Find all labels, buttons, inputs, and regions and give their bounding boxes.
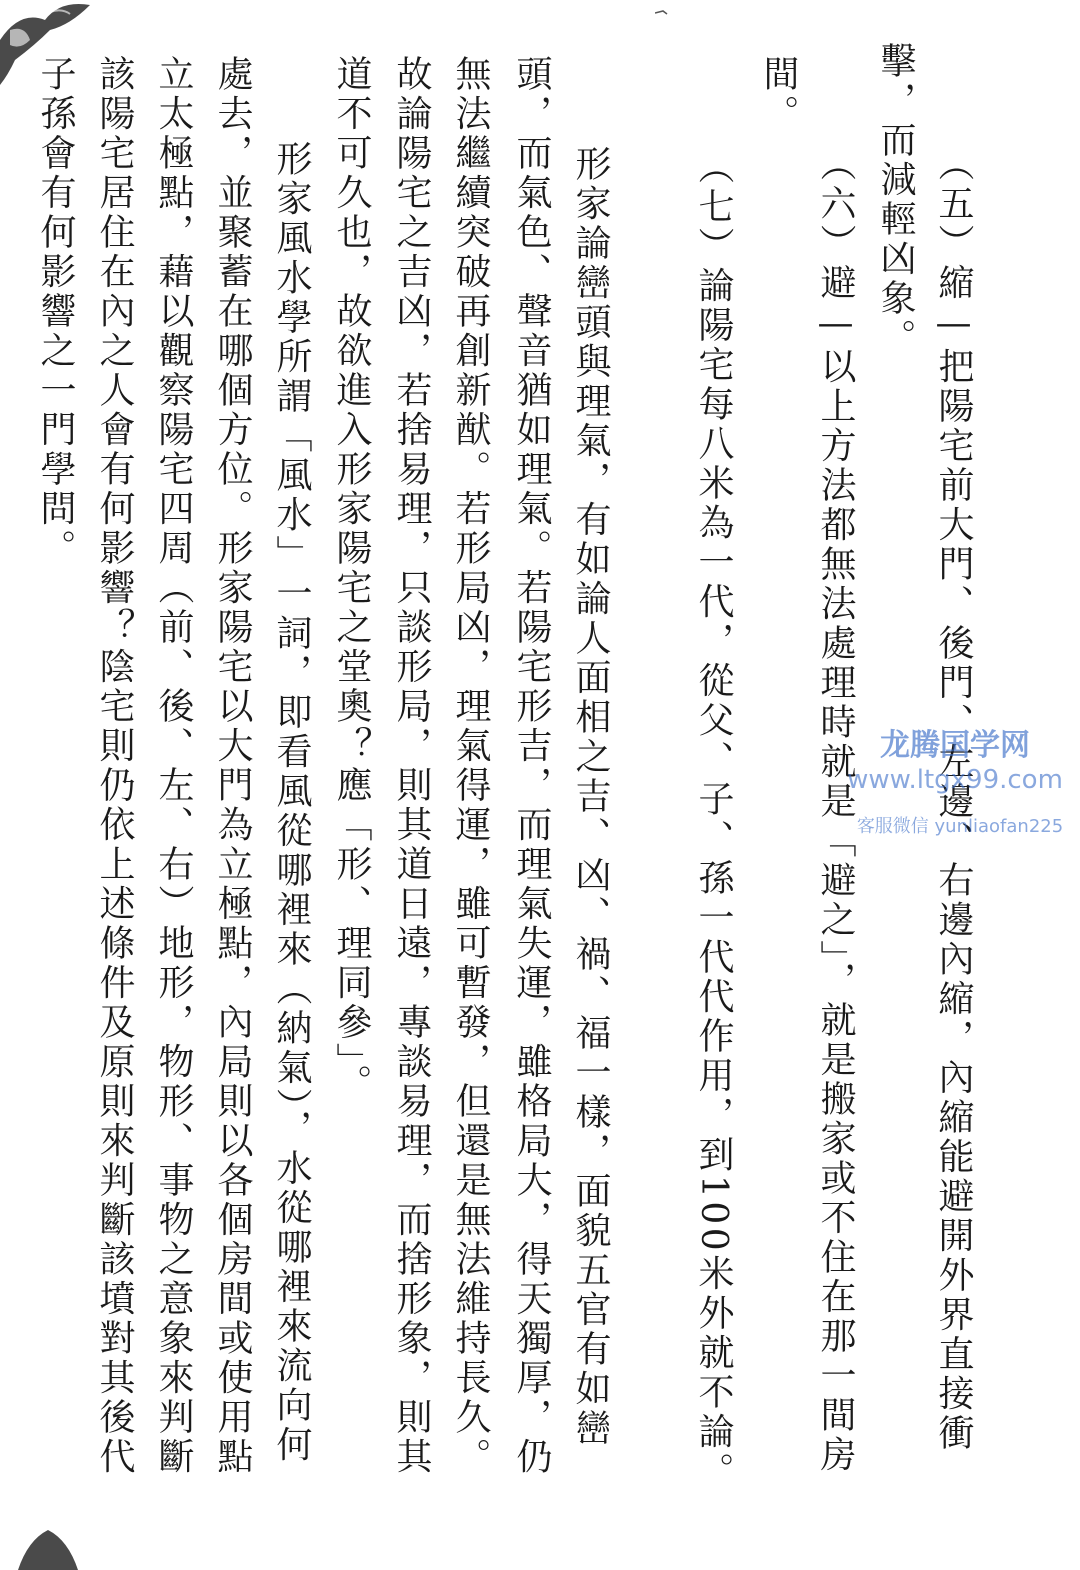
text-column-9: 故論陽宅之吉凶，若捨易理，只談形局，則其道日遠，專談易理，而捨形象，則其	[391, 55, 432, 1477]
text-column-5-part-a: （七）論陽宅每八米為一代，從父、子、孫一代代作用，到	[693, 148, 734, 1175]
text-column-15: 子孫會有何影響之一門學問。	[35, 55, 76, 569]
text-column-8: 無法繼續突破再創新猷。若形局凶，理氣得運，雖可暫發，但還是無法維持長久。	[450, 55, 491, 1477]
watermark-url: www.ltgx99.com	[847, 765, 1063, 795]
text-column-13: 立太極點，藉以觀察陽宅四周（前、後、左、右）地形，物形、事物之意象來判斷	[153, 55, 194, 1477]
text-column-5	[693, 148, 734, 1492]
text-column-4: 間。	[758, 55, 799, 134]
text-column-11: 形家風水學所謂「風水」一詞，即看風從哪裡來（納氣），水從哪裡來流向何	[271, 140, 312, 1465]
text-column-10: 道不可久也，故欲進入形家陽宅之堂奧？應「形、理同參」。	[331, 55, 372, 1104]
text-column-3: （六）避—以上方法都無法處理時就是「避之」，就是搬家或不住在那一間房	[815, 145, 856, 1475]
scan-speck	[655, 8, 675, 18]
watermark-title: 龙腾国学网	[880, 728, 1030, 763]
text-column-2: （五）縮—把陽宅前大門、後門、左邊、右邊內縮，內縮能避開外界直接衝	[933, 145, 974, 1454]
text-column-5-part-c: 米外就不論。	[693, 1254, 734, 1492]
text-column-1: 擊，而減輕凶象。	[875, 42, 916, 358]
text-column-7: 頭，而氣色、聲音猶如理氣。若陽宅形吉，而理氣失運，雖格局大，得天獨厚，仍	[511, 55, 552, 1477]
watermark-contact: 客服微信 yunliaofan225	[856, 816, 1064, 837]
corner-ornament-bottom-left	[18, 1530, 78, 1570]
text-column-12: 處去，並聚蓄在哪個方位。形家陽宅以大門為立極點，內局則以各個房間或使用點	[212, 55, 253, 1477]
text-column-14: 該陽宅居住在內之人會有何影響？陰宅則仍依上述條件及原則來判斷該墳對其後代	[94, 55, 135, 1477]
text-column-6: 形家論巒頭與理氣，有如論人面相之吉、凶、禍、福一樣，面貌五官有如巒	[570, 145, 611, 1449]
text-column-5-number: 100	[693, 1175, 734, 1255]
